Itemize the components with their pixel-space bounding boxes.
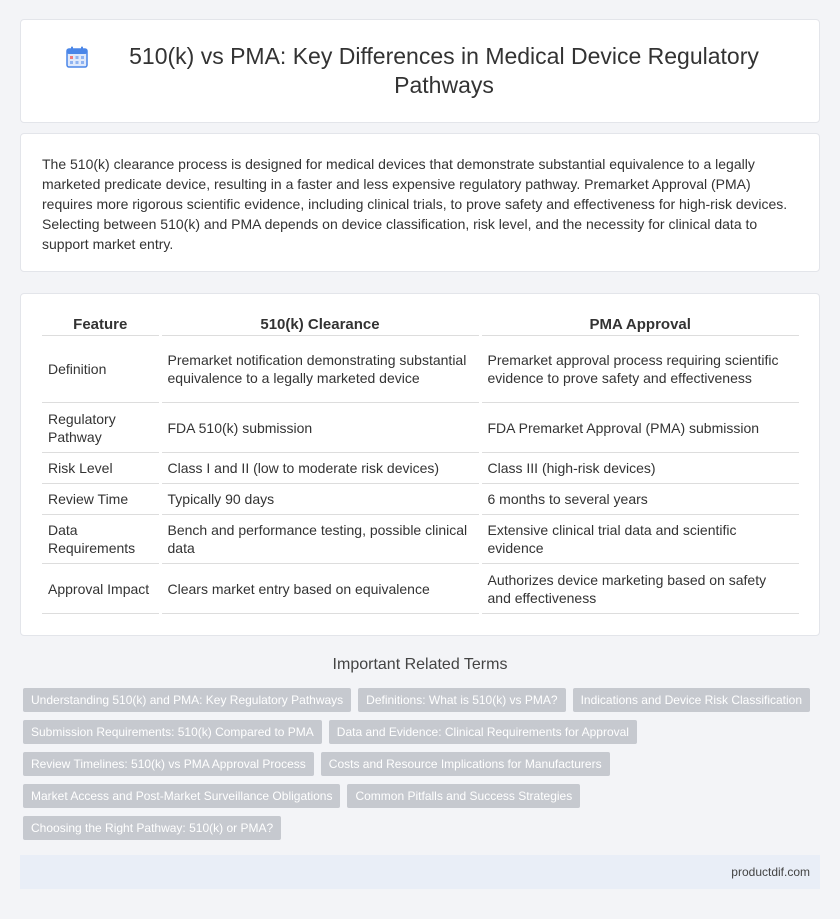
feature-cell: Definition: [42, 336, 160, 403]
tag-row: [23, 816, 813, 840]
510k-cell: Bench and performance testing, possible clinical data: [160, 515, 480, 564]
tag-row: [23, 784, 813, 808]
related-terms-title: Important Related Terms: [332, 656, 508, 673]
510k-cell: Premarket notification demonstrating substantial equivalence to a legally marketed device: [160, 336, 480, 403]
related-tag[interactable]: Data and Evidence: Clinical Requirements for Approval: [329, 720, 637, 744]
feature-cell: Data Requirements: [42, 515, 160, 564]
related-tag[interactable]: Definitions: What is 510(k) vs PMA?: [358, 688, 565, 712]
tag-row: [23, 688, 813, 712]
tag-row: [23, 752, 813, 776]
related-tag[interactable]: Understanding 510(k) and PMA: Key Regulatory Pathways: [23, 688, 351, 712]
table-row: [42, 336, 799, 403]
510k-cell: Class I and II (low to moderate risk devices): [160, 453, 480, 484]
header-card: [20, 19, 820, 123]
related-tag[interactable]: Indications and Device Risk Classification: [573, 688, 810, 712]
header-feature: Feature: [42, 311, 160, 336]
page-title: 510(k) vs PMA: Key Differences in Medical Device Regulatory Pathways: [129, 43, 759, 98]
feature-cell: Review Time: [42, 484, 160, 515]
510k-cell: Clears market entry based on equivalence: [160, 564, 480, 614]
comparison-table: [42, 311, 799, 614]
related-terms-tags: [23, 688, 813, 848]
related-tag[interactable]: Costs and Resource Implications for Manufacturers: [321, 752, 610, 776]
table-row: [42, 515, 799, 564]
related-tag[interactable]: Choosing the Right Pathway: 510(k) or PMA?: [23, 816, 281, 840]
table-row: [42, 403, 799, 453]
related-tag[interactable]: Market Access and Post-Market Surveillance Obligations: [23, 784, 340, 808]
table-row: [42, 564, 799, 614]
pma-cell: Extensive clinical trial data and scientific evidence: [480, 515, 799, 564]
pma-cell: Premarket approval process requiring scientific evidence to prove safety and effectiveness: [480, 336, 799, 403]
footer-site-link[interactable]: productdif.com: [731, 865, 810, 879]
calendar-icon: [66, 46, 88, 68]
comparison-card: [20, 293, 820, 636]
intro-card: [20, 133, 820, 272]
feature-cell: Approval Impact: [42, 564, 160, 614]
related-tag[interactable]: Review Timelines: 510(k) vs PMA Approval Process: [23, 752, 314, 776]
feature-cell: Regulatory Pathway: [42, 403, 160, 453]
510k-cell: FDA 510(k) submission: [160, 403, 480, 453]
feature-cell: Risk Level: [42, 453, 160, 484]
intro-paragraph: The 510(k) clearance process is designed for medical devices that demonstrate substantial equivalence to a legally marketed predicate device, resulting in a faster and less expensive regulatory pathway. Premarket Approval (PMA) requires more rigorous scientific evidence, including clinical trials, to prove safety and effectiveness for high-risk devices. Selecting between 510(k) and PMA depends on device classification, risk level, and the necessity for clinical data to support market entry.: [42, 156, 788, 252]
510k-cell: Typically 90 days: [160, 484, 480, 515]
related-tag[interactable]: Common Pitfalls and Success Strategies: [347, 784, 580, 808]
related-tag[interactable]: Submission Requirements: 510(k) Compared to PMA: [23, 720, 322, 744]
header: [66, 42, 774, 100]
table-row: [42, 484, 799, 515]
pma-cell: Class III (high-risk devices): [480, 453, 799, 484]
footer: [20, 855, 820, 889]
table-header-row: [42, 311, 799, 336]
pma-cell: Authorizes device marketing based on safety and effectiveness: [480, 564, 799, 614]
pma-cell: FDA Premarket Approval (PMA) submission: [480, 403, 799, 453]
header-510k: 510(k) Clearance: [160, 311, 480, 336]
tag-row: [23, 720, 813, 744]
table-row: [42, 453, 799, 484]
header-pma: PMA Approval: [480, 311, 799, 336]
pma-cell: 6 months to several years: [480, 484, 799, 515]
